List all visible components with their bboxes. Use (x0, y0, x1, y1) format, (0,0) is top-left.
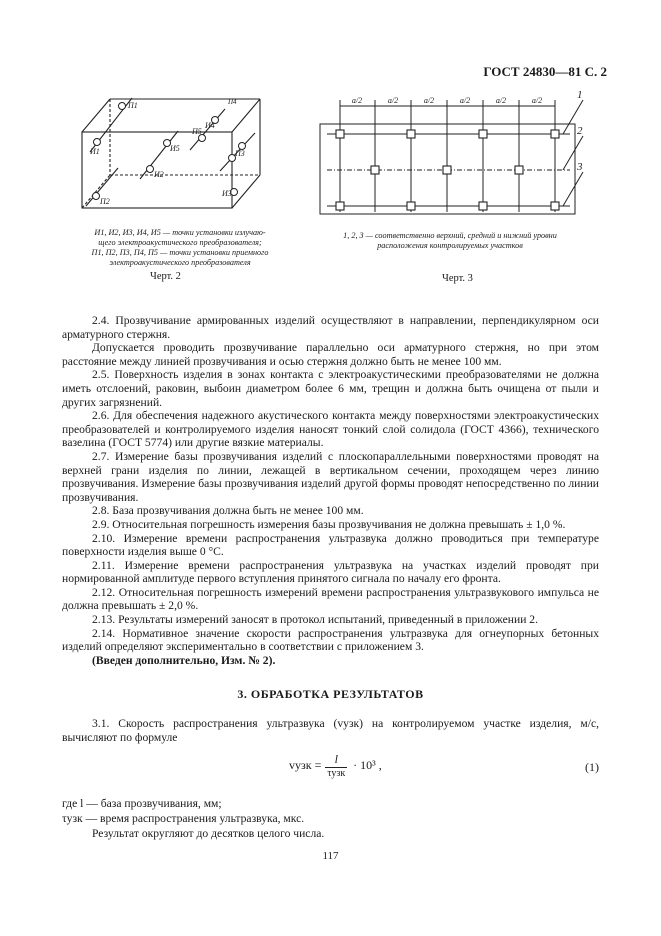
formula-denominator: τузк (327, 768, 346, 779)
formula-numerator: l (325, 752, 347, 768)
dim-4: a/2 (459, 96, 471, 105)
formula-legend (62, 796, 599, 841)
svg-text:И3: И3 (222, 189, 232, 198)
rounding-note: Результат округляют до десятков целого числа. (92, 827, 325, 840)
svg-text:П1: П1 (128, 101, 138, 110)
figure-3 (315, 86, 585, 251)
formula-lhs: vузк = (289, 758, 322, 772)
fig2-caption-3: П1, П2, П3, П4, П5 — точки установки приемного (91, 248, 269, 257)
paragraph-2-11: 2.11. Измерение времени распространения ультразвука на участках изделий проводят при нормированной амплитуде первого вступления принятого сигнала по началу его фронта. (62, 558, 599, 586)
paragraph-2-13: 2.13. Результаты измерений заносят в протокол испытаний, приведенный в приложении 2. (92, 613, 538, 627)
paragraph-3-1: 3.1. Скорость распространения ультразвука (vузк) на контролируемом участке изделия, м/с, вычисляют по формуле (62, 717, 599, 744)
fig2-caption-4: электроакустического преобразователя (109, 258, 251, 267)
body-text (62, 314, 599, 667)
paragraph-2-6: 2.6. Для обеспечения надежного акустического контакта между поверхностями электроакустических преобразователей и контролируемого изделия наносят тонкий слой солидола (ГОСТ 4366), технического вазелина (ГОСТ 5774) или другие вязкие материалы. (62, 409, 599, 450)
svg-text:И2: И2 (154, 170, 164, 179)
svg-text:И4: И4 (205, 121, 215, 130)
paragraph-2-10: 2.10. Измерение времени распространения ультразвука должно проводиться при температуре поверхности изделия выше 0 °С. (62, 531, 599, 559)
formula (288, 752, 383, 779)
paragraph-2-7: 2.7. Измерение базы прозвучивания изделий с плоскопараллельными поверхностями проводят на верхней грани изделия по линии, лежащей в вертикальном сечении, проходящем через линию прозвучивания. Измерение базы прозвучивания изделий другой формы проводят непосредственно по линии прозвучивания. (62, 449, 599, 504)
plan-diagram (315, 86, 585, 226)
fig3-caption-2: расположения контролируемых участков (377, 241, 523, 250)
dim-6: a/2 (531, 96, 543, 105)
page-header: ГОСТ 24830—81 С. 2 (483, 64, 607, 79)
paragraph-2-12: 2.12. Относительная погрешность измерений времени распространения ультразвукового импульса не должна превышать ± 2,0 %. (62, 585, 599, 613)
paragraph-2-4: 2.4. Прозвучивание армированных изделий осуществляют в направлении, перпендикулярном оси арматурного стержня. (62, 314, 599, 341)
paragraph-2-8: 2.8. База прозвучивания должна быть не менее 100 мм. (92, 504, 364, 518)
svg-text:П2: П2 (100, 197, 110, 206)
fig2-caption-2: щего электроакустического преобразователя; (98, 238, 262, 247)
svg-text:И1: И1 (90, 147, 100, 156)
marker-2: 2 (577, 125, 583, 137)
amendment-note: (Введен дополнительно, Изм. № 2). (92, 653, 276, 667)
paragraph-2-9: 2.9. Относительная погрешность измерения базы прозвучивания не должна превышать ± 1,0 %. (92, 517, 566, 531)
fig2-label: Черт. 2 (150, 271, 181, 282)
page-number: 117 (322, 850, 339, 862)
dim-3: a/2 (423, 96, 435, 105)
svg-text:П4: П4 (228, 98, 237, 106)
legend-tau: τузк — время распространения ультразвука, мкс. (62, 812, 305, 825)
paragraph-2-14: 2.14. Нормативное значение скорости распространения ультразвука для огнеупорных бетонных изделий определяют экспериментально в соответствии с приложением 3. (62, 626, 599, 654)
dim-5: a/2 (495, 96, 507, 105)
section-3-title: 3. ОБРАБОТКА РЕЗУЛЬТАТОВ (237, 687, 424, 701)
dim-2: a/2 (387, 96, 399, 105)
formula-rhs: · 10³ , (353, 758, 382, 772)
fig3-label: Черт. 3 (442, 273, 473, 284)
paragraph-2-5: 2.5. Поверхность изделия в зонах контакта с электроакустическими преобразователями не должна иметь отслоений, раковин, выбоин диаметром более 6 мм, трещин и должна быть очищена от пыли и других загрязнений. (62, 368, 599, 409)
box-diagram (70, 86, 290, 221)
figure-2 (70, 86, 290, 268)
formula-number: (1) (585, 760, 599, 774)
fig3-caption-1: 1, 2, 3 — соответственно верхний, средний и нижний уровни (343, 231, 557, 240)
fig2-caption-1: И1, И2, И3, И4, И5 — точки установки излучаю- (94, 228, 266, 237)
svg-text:И5: И5 (170, 144, 180, 153)
dim-1: a/2 (351, 96, 363, 105)
legend-l: где l — база прозвучивания, мм; (62, 797, 222, 810)
marker-1: 1 (577, 89, 583, 101)
paragraph-2-4-cont: Допускается проводить прозвучивание параллельно оси арматурного стержня, но при этом расстояние между линией прозвучивания и осью стержня должно быть не менее 100 мм. (62, 341, 599, 368)
svg-text:П5: П5 (192, 127, 202, 136)
svg-text:П3: П3 (235, 149, 245, 158)
marker-3: 3 (577, 161, 583, 173)
